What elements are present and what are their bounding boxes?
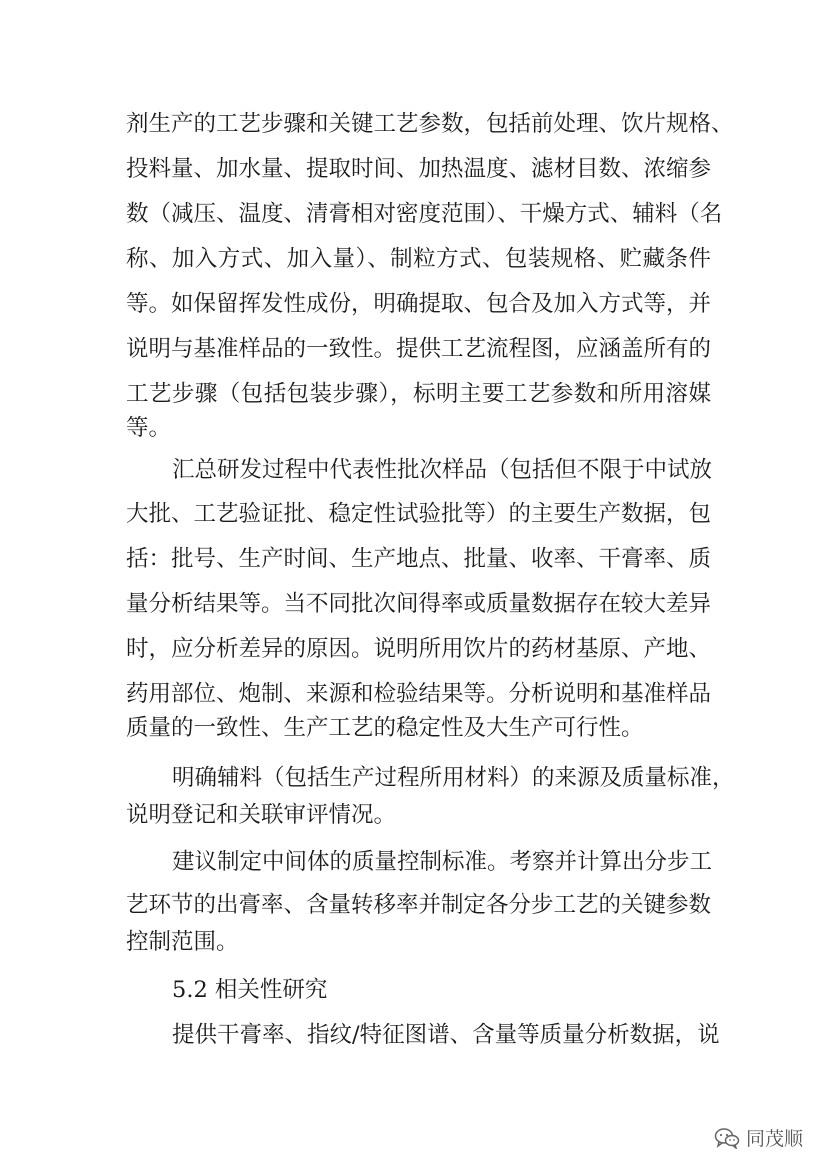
wechat-watermark	[714, 1124, 803, 1151]
paragraph-4-line: 控制范围。	[126, 929, 239, 955]
paragraph-2-line: 量分析结果等。当不同批次间得率或质量数据存在较大差异	[126, 591, 712, 617]
paragraph-1-line: 等。如保留挥发性成份，明确提取、包合及加入方式等，并	[126, 291, 712, 317]
paragraph-1-line: 数（减压、温度、清膏相对密度范围）、干燥方式、辅料（名	[126, 201, 723, 227]
watermark-text: 同茂顺	[745, 1128, 803, 1150]
paragraph-3-line: 说明登记和关联审评情况。	[126, 802, 397, 828]
paragraph-2-line: 汇总研发过程中代表性批次样品（包括但不限于中试放	[172, 457, 713, 483]
paragraph-5-line: 提供干膏率、指纹/特征图谱、含量等质量分析数据，说	[172, 1022, 720, 1048]
paragraph-1-line: 等。	[126, 415, 172, 441]
paragraph-1-line: 投料量、加水量、提取时间、加热温度、滤材目数、浓缩参	[126, 156, 712, 182]
paragraph-3-line: 明确辅料（包括生产过程所用材料）的来源及质量标准，	[172, 765, 735, 791]
paragraph-2-line: 括：批号、生产时间、生产地点、批量、收率、干膏率、质	[126, 546, 712, 572]
paragraph-2-line: 时，应分析差异的原因。说明所用饮片的药材基原、产地、	[126, 636, 712, 662]
paragraph-2-line: 药用部位、炮制、来源和检验结果等。分析说明和基准样品	[126, 681, 712, 707]
paragraph-4-line: 建议制定中间体的质量控制标准。考察并计算出分步工	[172, 849, 713, 875]
paragraph-1-line: 剂生产的工艺步骤和关键工艺参数，包括前处理、饮片规格、	[126, 111, 734, 137]
paragraph-2-line: 大批、工艺验证批、稳定性试验批等）的主要生产数据，包	[126, 501, 712, 527]
section-heading: 5.2 相关性研究	[172, 977, 328, 1003]
paragraph-4-line: 艺环节的出膏率、含量转移率并制定各分步工艺的关键参数	[126, 892, 712, 918]
paragraph-2-line: 质量的一致性、生产工艺的稳定性及大生产可行性。	[126, 715, 644, 741]
paragraph-1-line: 称、加入方式、加入量）、制粒方式、包装规格、贮藏条件	[126, 246, 711, 272]
paragraph-1-line: 工艺步骤（包括包装步骤），标明主要工艺参数和所用溶媒	[126, 381, 711, 407]
wechat-icon	[714, 1127, 740, 1149]
paragraph-1-line: 说明与基准样品的一致性。提供工艺流程图，应涵盖所有的	[126, 336, 712, 362]
